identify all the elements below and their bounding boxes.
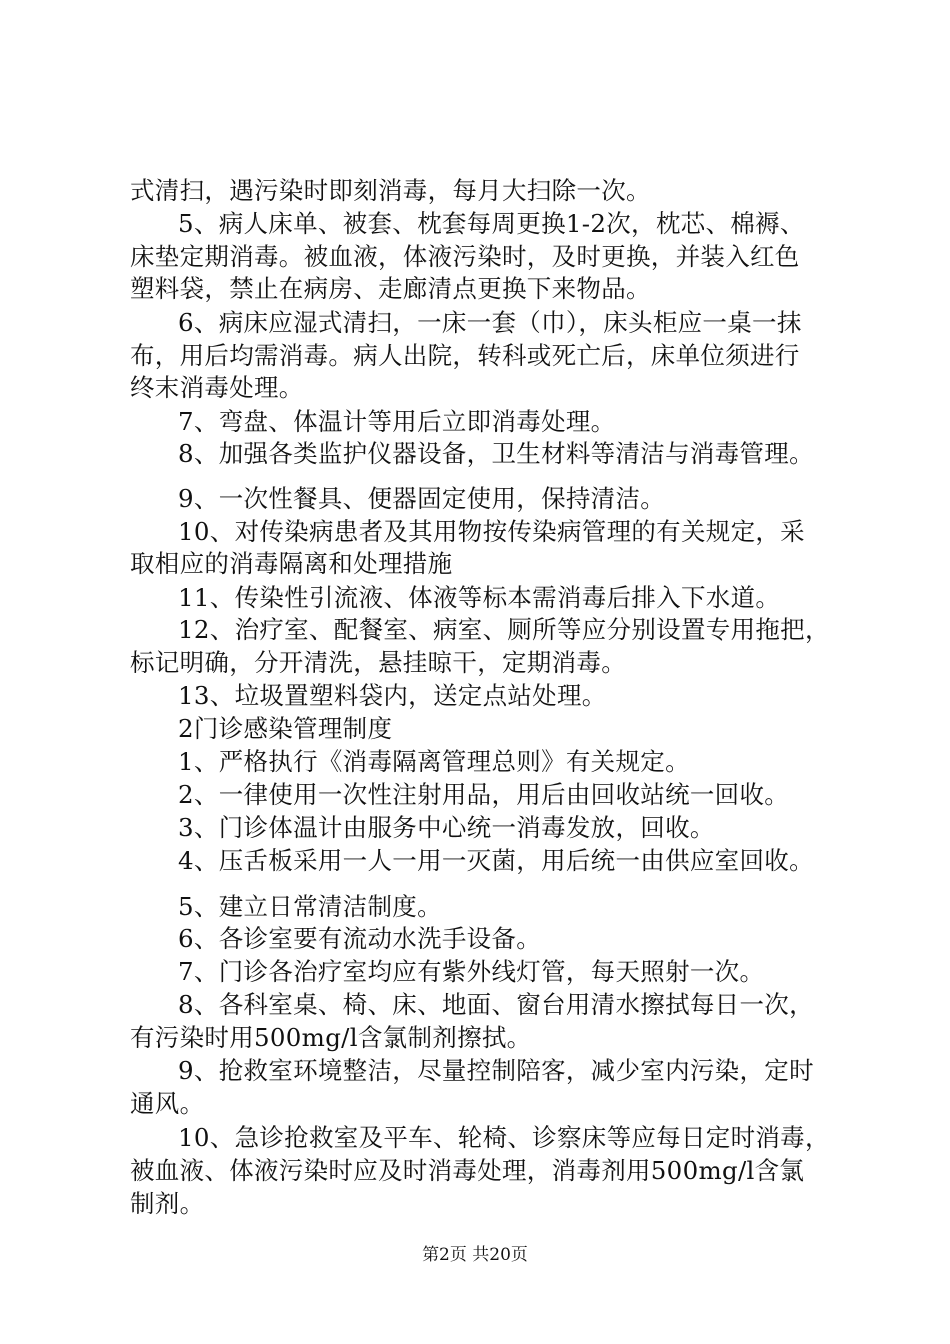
text-line: 10、急诊抢救室及平车、轮椅、诊察床等应每日定时消毒， <box>178 1123 830 1152</box>
text-line: 有污染时用500mg/l含氯制剂擦拭。 <box>130 1023 532 1052</box>
text-line: 13、垃圾置塑料袋内，送定点站处理。 <box>178 681 607 710</box>
text-line: 塑料袋，禁止在病房、走廊清点更换下来物品。 <box>130 274 651 303</box>
text-line: 12、治疗室、配餐室、病室、厕所等应分别设置专用拖把， <box>178 615 830 644</box>
text-line: 通风。 <box>130 1089 205 1118</box>
text-line: 1、严格执行《消毒隔离管理总则》有关规定。 <box>178 747 690 776</box>
text-line: 布，用后均需消毒。病人出院，转科或死亡后，床单位须进行 <box>130 341 800 370</box>
text-line: 8、各科室桌、椅、床、地面、窗台用清水擦拭每日一次， <box>178 990 814 1019</box>
text-line: 10、对传染病患者及其用物按传染病管理的有关规定，采 <box>178 517 805 546</box>
text-line: 8、加强各类监护仪器设备，卫生材料等清洁与消毒管理。 <box>178 439 814 468</box>
text-line: 6、病床应湿式清扫，一床一套（巾），床头柜应一桌一抹 <box>178 308 802 337</box>
text-line: 4、压舌板采用一人一用一灭菌，用后统一由供应室回收。 <box>178 846 814 875</box>
text-line: 终末消毒处理。 <box>130 373 304 402</box>
text-line: 6、各诊室要有流动水洗手设备。 <box>178 924 542 953</box>
page-footer: 第2页 共20页 <box>422 1245 528 1265</box>
text-line: 床垫定期消毒。被血液，体液污染时，及时更换，并装入红色 <box>130 242 800 271</box>
text-line: 7、弯盘、体温计等用后立即消毒处理。 <box>178 407 616 436</box>
text-line: 式清扫，遇污染时即刻消毒，每月大扫除一次。 <box>130 176 651 205</box>
text-line: 9、抢救室环境整洁，尽量控制陪客，减少室内污染，定时 <box>178 1056 814 1085</box>
text-line: 5、病人床单、被套、枕套每周更换1-2次，枕芯、棉褥、 <box>178 209 805 238</box>
section-heading: 2门诊感染管理制度 <box>178 714 393 743</box>
text-line: 2、一律使用一次性注射用品，用后由回收站统一回收。 <box>178 780 790 809</box>
text-line: 标记明确，分开清洗，悬挂晾干，定期消毒。 <box>130 648 626 677</box>
text-line: 7、门诊各治疗室均应有紫外线灯管，每天照射一次。 <box>178 957 765 986</box>
text-line: 11、传染性引流液、体液等标本需消毒后排入下水道。 <box>178 583 781 612</box>
text-line: 取相应的消毒隔离和处理措施 <box>130 549 453 578</box>
text-line: 被血液、体液污染时应及时消毒处理，消毒剂用500mg/l含氯 <box>130 1156 805 1185</box>
text-line: 9、一次性餐具、便器固定使用，保持清洁。 <box>178 484 666 513</box>
text-line: 3、门诊体温计由服务中心统一消毒发放，回收。 <box>178 813 715 842</box>
text-line: 5、建立日常清洁制度。 <box>178 892 442 921</box>
text-line: 制剂。 <box>130 1189 205 1218</box>
